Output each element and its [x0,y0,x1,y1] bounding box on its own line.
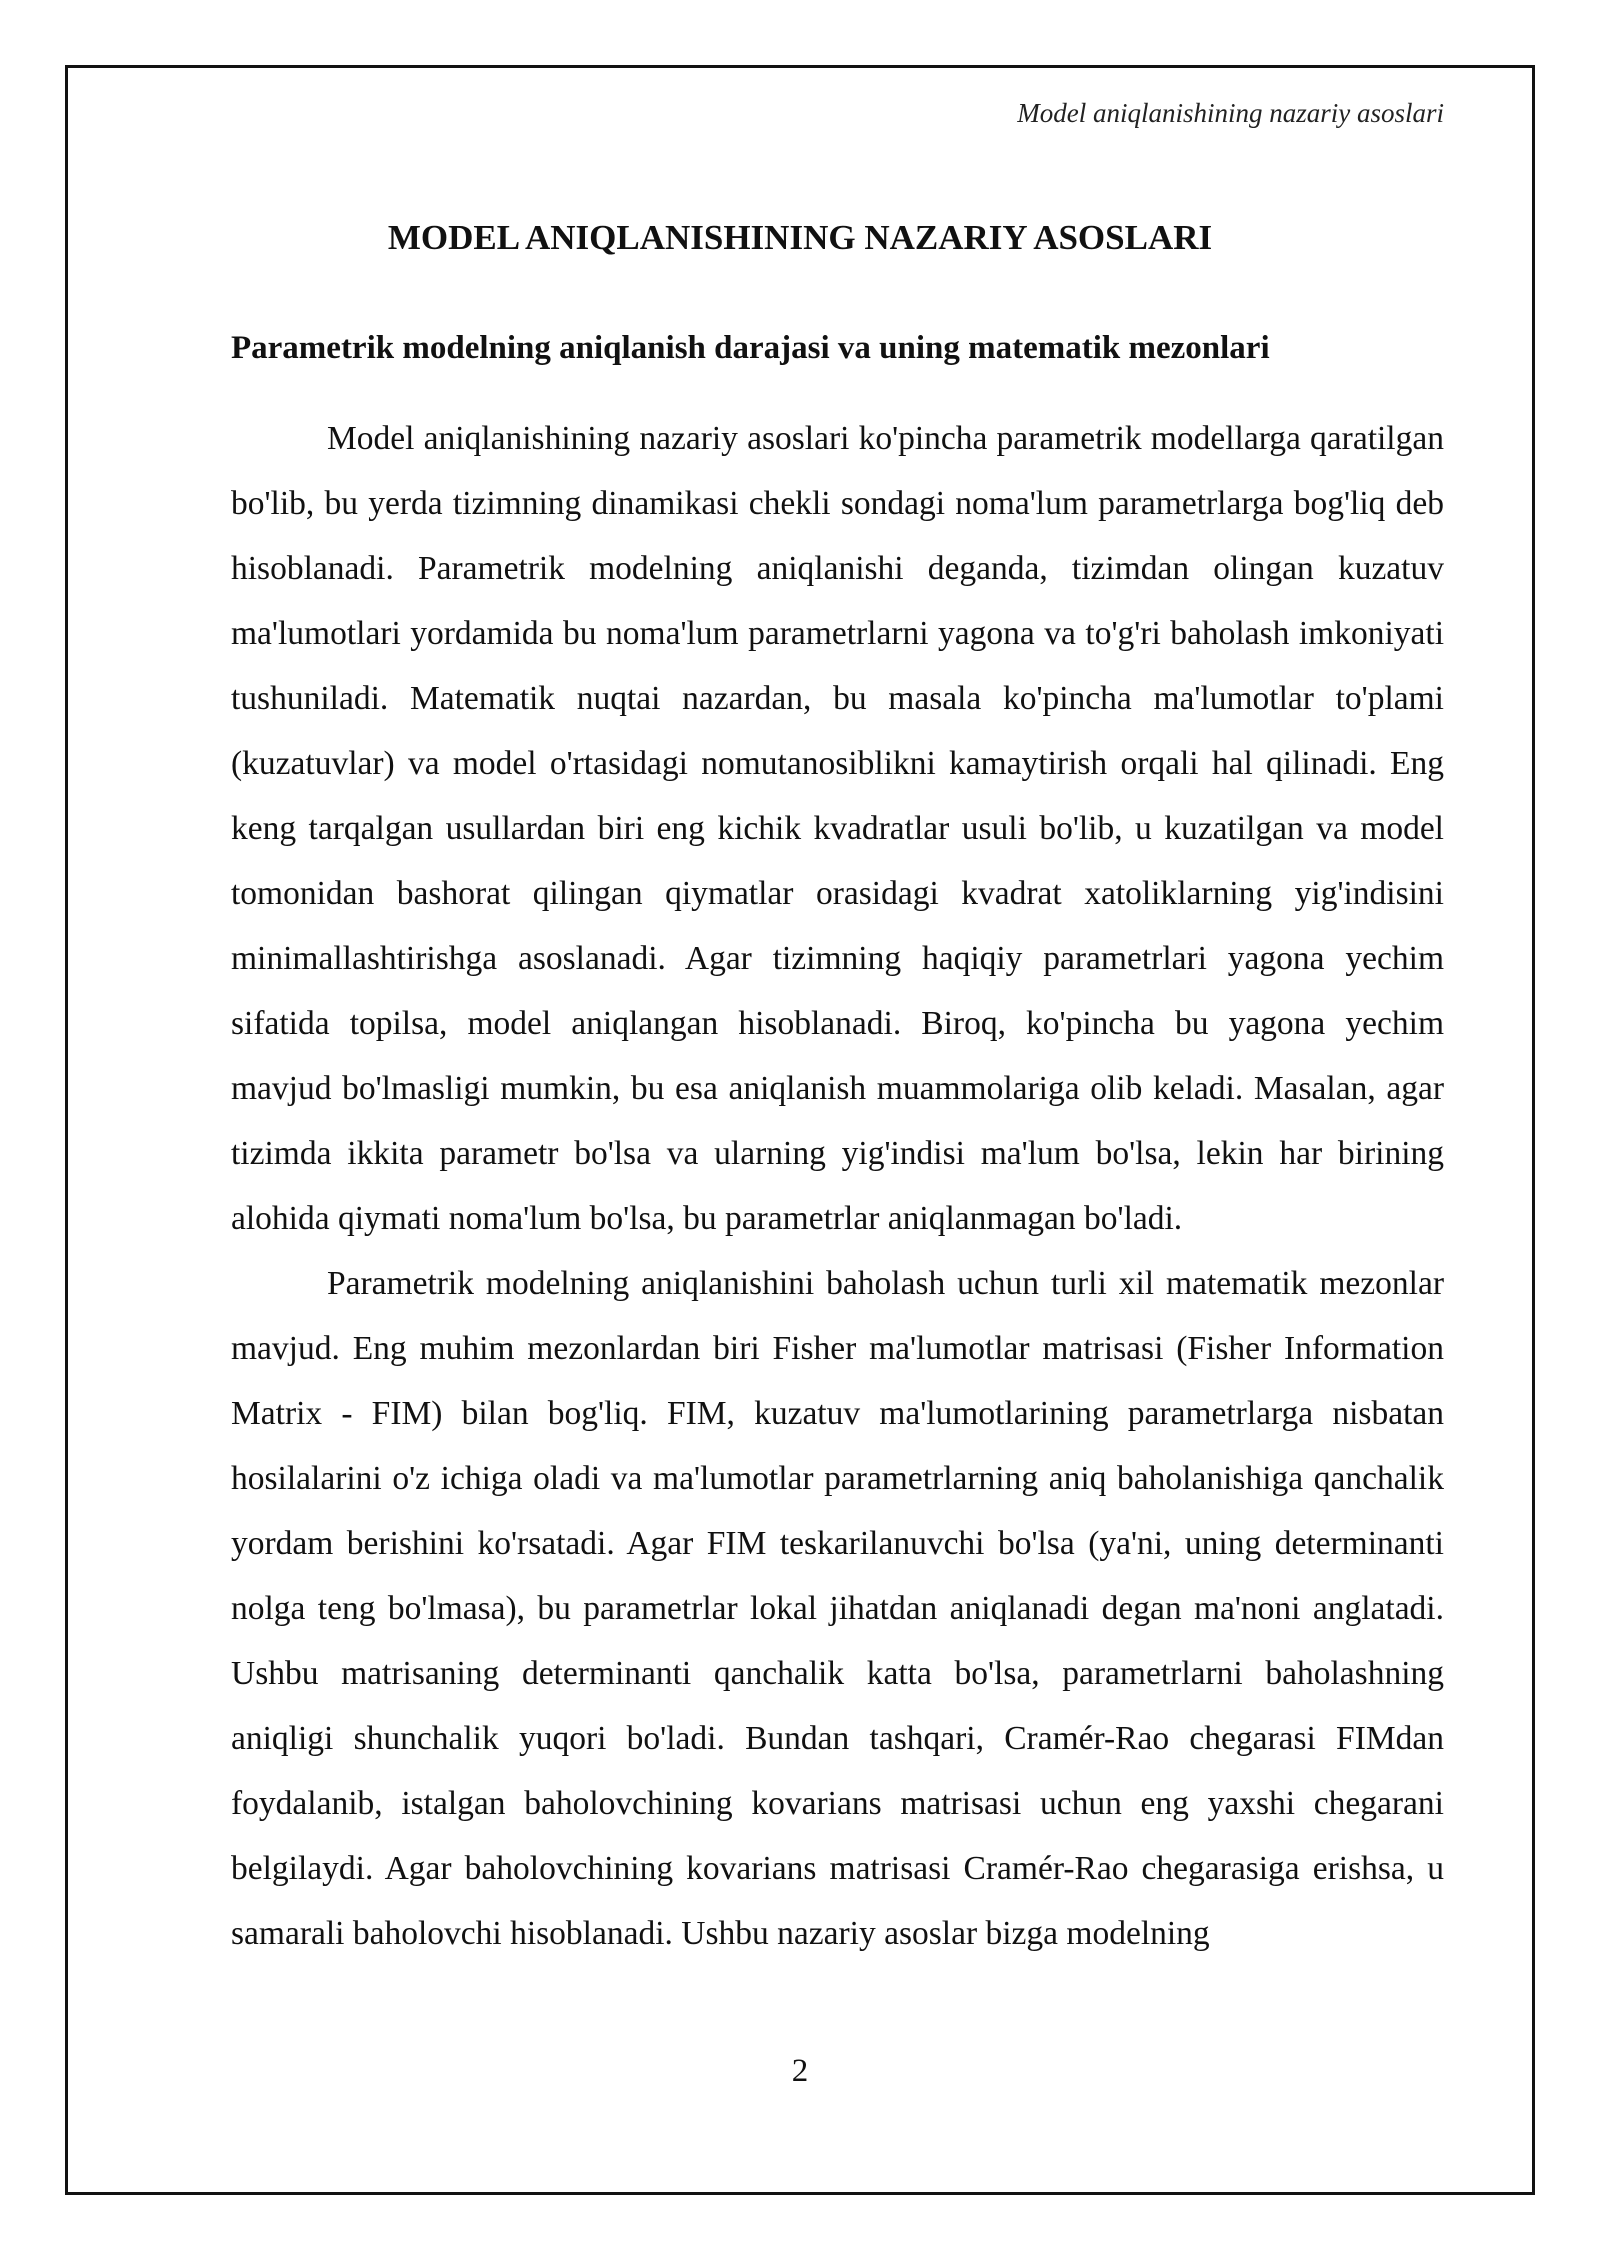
body-text [231,406,1444,1966]
page-title: MODEL ANIQLANISHINING NAZARIY ASOSLARI [387,218,1213,257]
running-header: Model aniqlanishining nazariy asoslari [1017,98,1444,128]
page-number: 2 [791,2053,809,2089]
page-frame [65,65,1535,2195]
paragraph: Parametrik modelning aniqlanishini baholash uchun turli xil matematik mezonlar mavjud. Eng muhim mezonlardan biri Fisher ma'lumotlar matrisasi (Fisher Information Matrix - FIM) bilan bog'liq. FIM, kuzatuv ma'lumotlarining parametrlarga nisbatan hosilalarini o'z ichiga oladi va ma'lumotlar parametrlarning aniq baholanishiga qanchalik yordam berishini ko'rsatadi. Agar FIM teskarilanuvchi bo'lsa (ya'ni, uning determinanti nolga teng bo'lmasa), bu parametrlar lokal jihatdan aniqlanadi degan ma'noni anglatadi. Ushbu matrisaning determinanti qanchalik katta bo'lsa, parametrlarni baholashning aniqligi shunchalik yuqori bo'ladi. Bundan tashqari, Cramér-Rao chegarasi FIMdan foydalanib, istalgan baholovchining kovarians matrisasi uchun eng yaxshi chegarani belgilaydi. Agar baholovchining kovarians matrisasi Cramér-Rao chegarasiga erishsa, u samarali baholovchi hisoblanadi. Ushbu nazariy asoslar bizga modelning [231,1265,1444,1952]
section-heading: Parametrik modelning aniqlanish darajasi va uning matematik mezonlari [231,330,1270,366]
paragraph: Model aniqlanishining nazariy asoslari ko'pincha parametrik modellarga qaratilgan bo'lib, bu yerda tizimning dinamikasi chekli sondagi noma'lum parametrlarga bog'liq deb hisoblanadi. Parametrik modelning aniqlanishi deganda, tizimdan olingan kuzatuv ma'lumotlari yordamida bu noma'lum parametrlarni yagona va to'g'ri baholash imkoniyati tushuniladi. Matematik nuqtai nazardan, bu masala ko'pincha ma'lumotlar to'plami (kuzatuvlar) va model o'rtasidagi nomutanosiblikni kamaytirish orqali hal qilinadi. Eng keng tarqalgan usullardan biri eng kichik kvadratlar usuli bo'lib, u kuzatilgan va model tomonidan bashorat qilingan qiymatlar orasidagi kvadrat xatoliklarning yig'indisini minimallashtirishga asoslanadi. Agar tizimning haqiqiy parametrlari yagona yechim sifatida topilsa, model aniqlangan hisoblanadi. Biroq, ko'pincha bu yagona yechim mavjud bo'lmasligi mumkin, bu esa aniqlanish muammolariga olib keladi. Masalan, agar tizimda ikkita parametr bo'lsa va ularning yig'indisi ma'lum bo'lsa, lekin har birining alohida qiymati noma'lum bo'lsa, bu parametrlar aniqlanmagan bo'ladi. [231,420,1444,1237]
